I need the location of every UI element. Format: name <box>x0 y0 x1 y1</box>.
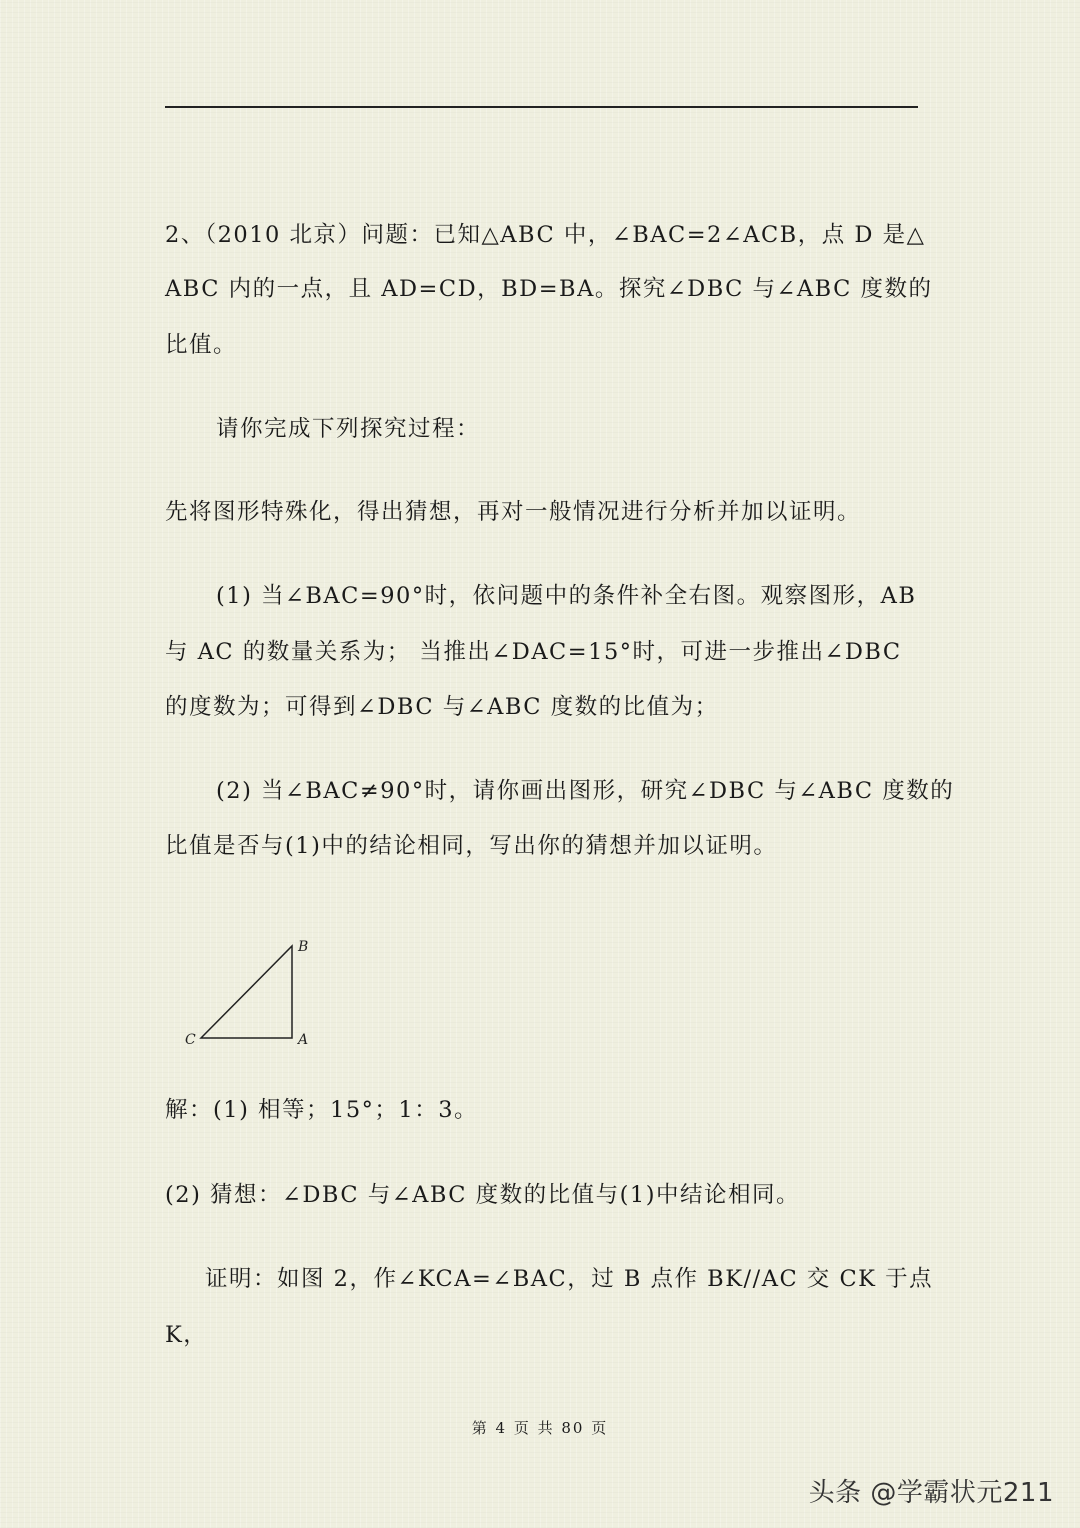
method-line: 先将图形特殊化，得出猜想，再对一般情况进行分析并加以证明。 <box>165 499 862 525</box>
instruction-line: 请你完成下列探究过程： <box>216 416 481 442</box>
part2-line-1: (2) 当∠BAC≠90°时，请你画出图形，研究∠DBC 与∠ABC 度数的 <box>216 778 955 804</box>
problem-line-1: 2、（2010 北京）问题：已知△ABC 中，∠BAC=2∠ACB，点 D 是△ <box>165 222 926 248</box>
header-rule <box>165 106 918 108</box>
triangle-abc <box>201 946 292 1038</box>
part1-line-1: (1) 当∠BAC=90°时，依问题中的条件补全右图。观察图形，AB <box>216 583 917 609</box>
part1-line-3: 的度数为；可得到∠DBC 与∠ABC 度数的比值为； <box>165 694 719 720</box>
watermark: 头条 @学霸状元211 <box>808 1478 1054 1508</box>
vertex-label-a: A <box>298 1032 309 1048</box>
part2-line-2: 比值是否与(1)中的结论相同，写出你的猜想并加以证明。 <box>165 833 778 859</box>
problem-line-3: 比值。 <box>165 332 238 358</box>
solution-line-1: 解：(1) 相等；15°；1：3。 <box>165 1097 479 1123</box>
vertex-label-b: B <box>298 939 309 955</box>
problem-line-2: ABC 内的一点，且 AD=CD，BD=BA。探究∠DBC 与∠ABC 度数的 <box>165 276 933 302</box>
right-triangle-figure <box>178 935 338 1055</box>
part1-line-2: 与 AC 的数量关系为； 当推出∠DAC=15°时，可进一步推出∠DBC <box>165 639 902 665</box>
proof-line-1: 证明：如图 2，作∠KCA=∠BAC，过 B 点作 BK//AC 交 CK 于点 <box>205 1266 934 1292</box>
proof-line-2: K， <box>165 1322 208 1348</box>
conjecture-line: (2) 猜想：∠DBC 与∠ABC 度数的比值与(1)中结论相同。 <box>165 1182 801 1208</box>
page-number: 第 4 页 共 80 页 <box>471 1419 609 1437</box>
vertex-label-c: C <box>185 1032 196 1048</box>
